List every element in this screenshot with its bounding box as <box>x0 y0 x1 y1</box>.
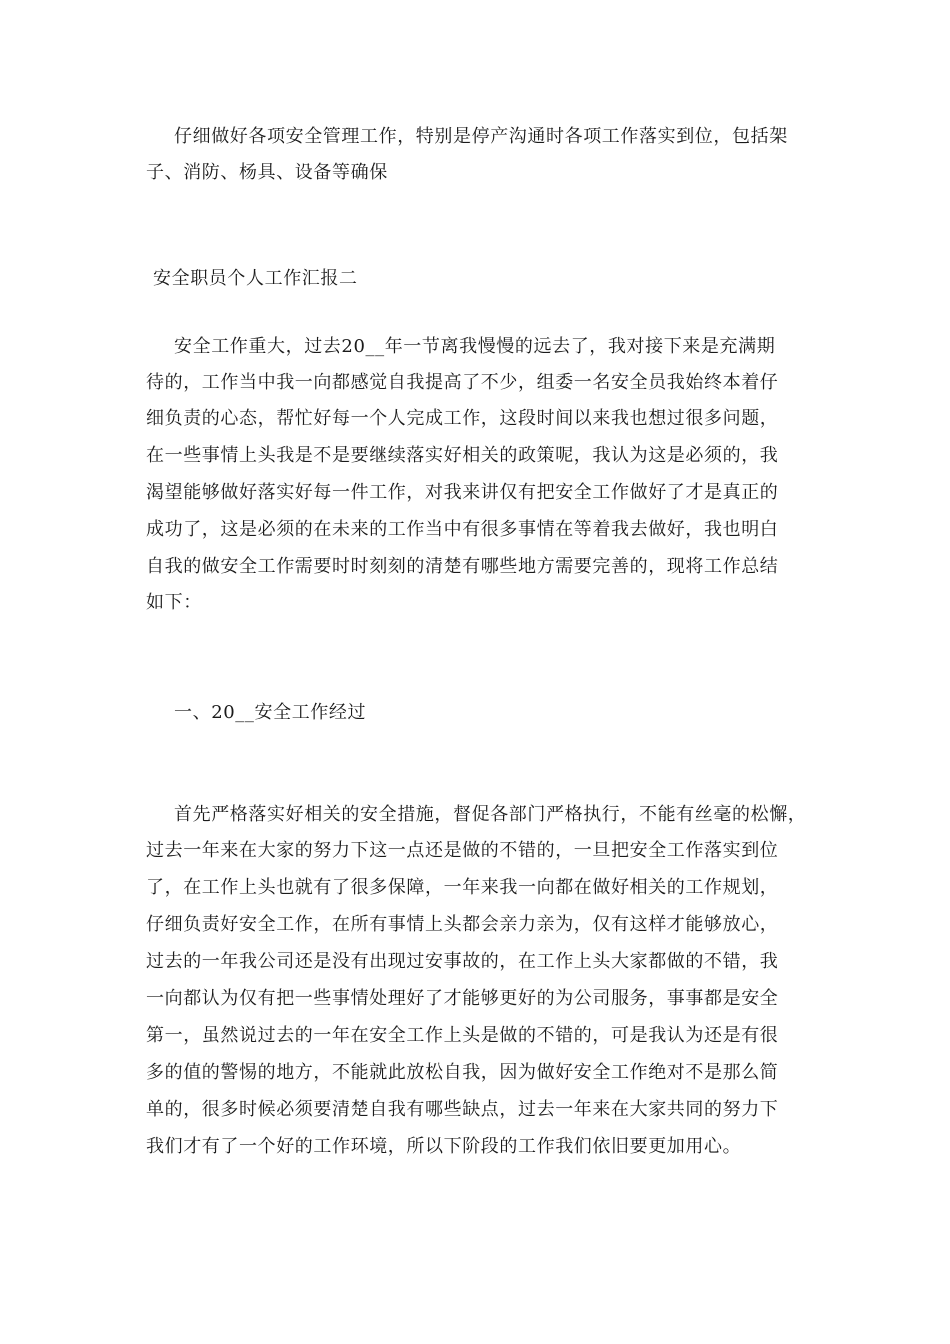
paragraph-2-line-2: 待的，工作当中我一向都感觉自我提高了不少，组委一名安全员我始终本着仔 <box>146 372 779 393</box>
paragraph-2-line-6: 成功了，这是必须的在未来的工作当中有很多事情在等着我去做好，我也明白 <box>146 519 779 540</box>
paragraph-3-line-8: 多的值的警惕的地方，不能就此放松自我，因为做好安全工作绝对不是那么简 <box>146 1062 779 1083</box>
subheading: 一、20__安全工作经过 <box>174 702 367 723</box>
paragraph-2-line-1: 安全工作重大，过去20__年一节离我慢慢的远去了，我对接下来是充满期 <box>174 336 776 357</box>
paragraph-3-line-4: 仔细负责好安全工作，在所有事情上头都会亲力亲为，仅有这样才能够放心， <box>146 914 779 935</box>
paragraph-1-line-2: 子、消防、杨具、设备等确保 <box>146 162 388 183</box>
section-title: 安全职员个人工作汇报二 <box>153 268 358 289</box>
paragraph-3-line-7: 第一，虽然说过去的一年在安全工作上头是做的不错的，可是我认为还是有很 <box>146 1025 779 1046</box>
paragraph-2-line-5: 渴望能够做好落实好每一件工作，对我来讲仅有把安全工作做好了才是真正的 <box>146 482 779 503</box>
paragraph-2-line-8: 如下： <box>146 592 202 613</box>
paragraph-3-line-5: 过去的一年我公司还是没有出现过安事故的，在工作上头大家都做的不错，我 <box>146 951 779 972</box>
paragraph-3-line-3: 了，在工作上头也就有了很多保障，一年来我一向都在做好相关的工作规划， <box>146 877 779 898</box>
paragraph-3-line-9: 单的，很多时候必须要清楚自我有哪些缺点，过去一年来在大家共同的努力下 <box>146 1099 779 1120</box>
paragraph-1-line-1: 仔细做好各项安全管理工作，特别是停产沟通时各项工作落实到位，包括架 <box>174 126 788 147</box>
paragraph-3-line-10: 我们才有了一个好的工作环境，所以下阶段的工作我们依旧要更加用心。 <box>146 1136 742 1157</box>
paragraph-3-line-2: 过去一年来在大家的努力下这一点还是做的不错的，一旦把安全工作落实到位 <box>146 840 779 861</box>
paragraph-3-line-1: 首先严格落实好相关的安全措施，督促各部门严格执行，不能有丝毫的松懈， <box>174 804 807 825</box>
paragraph-2-line-7: 自我的做安全工作需要时时刻刻的清楚有哪些地方需要完善的，现将工作总结 <box>146 556 779 577</box>
paragraph-2-line-3: 细负责的心态，帮忙好每一个人完成工作，这段时间以来我也想过很多问题， <box>146 408 779 429</box>
paragraph-2-line-4: 在一些事情上头我是不是要继续落实好相关的政策呢，我认为这是必须的，我 <box>146 445 779 466</box>
paragraph-3-line-6: 一向都认为仅有把一些事情处理好了才能够更好的为公司服务，事事都是安全 <box>146 988 779 1009</box>
